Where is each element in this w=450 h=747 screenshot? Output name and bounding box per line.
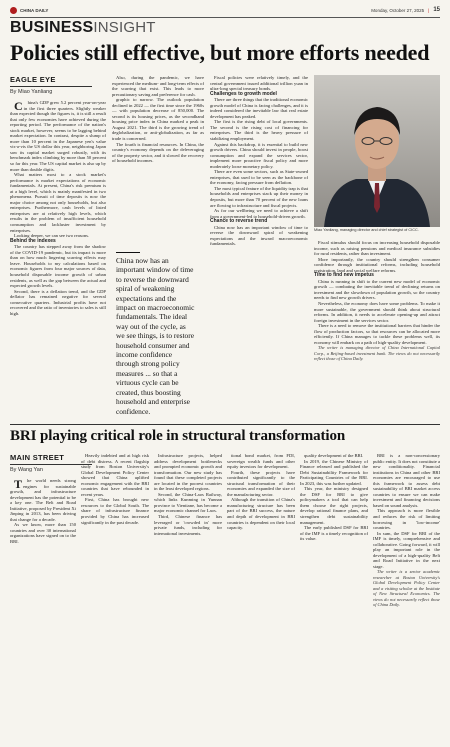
pull-quote-bar bbox=[116, 252, 140, 253]
article1-column-3 bbox=[210, 75, 308, 420]
article2-column-4 bbox=[227, 453, 295, 743]
paragraph bbox=[10, 100, 106, 172]
column-rule bbox=[10, 464, 92, 465]
masthead-right bbox=[371, 7, 440, 13]
paragraph: More importantly, the country should strengthen consumer confidence through institutional reforms, including household registration, land and social welfare reforms. bbox=[314, 256, 440, 273]
paragraph: The first is the rising debt of local governments. The second is the rising cost of financing for enterprises. The third is the heavy pressure of stabilizing employment. bbox=[210, 119, 308, 142]
paragraph: Second, the China-Laos Railway, which links Kunming in Yunnan province to Vientiane, has become a major economic channel for Laos. bbox=[154, 491, 222, 514]
top-rule bbox=[10, 17, 440, 18]
paragraph: In sum, the DSF for BRI of the IMF is timely, comprehensive and collaborative. Going forward, it will play an important role in the development of a high-quality Belt and Road Initiative in the next stage. bbox=[373, 530, 440, 569]
paragraph: Heavily indebted and at high risk of debt distress. A recent flagship study from Boston University's Global Development Policy Center showed that China uplifted economic engagement with the BRI countries that have rebounded in recent years. bbox=[81, 453, 149, 497]
paragraph: Infrastructure projects, helped address development bottlenecks and prompted economic growth and transformation. Our new study has found that these completed projects are located in the poorest countries in the least developed regions. bbox=[154, 453, 222, 492]
paragraph: There are even some sectors, such as State-owned enterprises, that used to be seen as the backbone of the economy, facing pressure from deflation. bbox=[210, 169, 308, 186]
paragraph: Looking deeper, we can see two reasons. bbox=[14, 233, 90, 239]
paragraph: Although the transition of China's manufacturing structure has been part of the BRI success, the nature and depth of development in BRI countries is dependent on their local capacity. bbox=[227, 497, 295, 531]
paragraph: As for our wellbeing we need to achieve a shift from a government-led to household-driven growth. bbox=[210, 208, 308, 219]
paragraph: Fiscal stimulus should focus on increasing household disposable income, such as raising pensions and medical insurance subsidies for rural residents, rather than investment. bbox=[314, 240, 440, 257]
column-name: EAGLE EYE bbox=[10, 75, 56, 84]
page-number: 15 bbox=[433, 7, 440, 13]
author-note: The writer is managing director of China International Capital Corp., a Beijing-based investment bank. The views do not necessarily reflect those of China Daily. bbox=[314, 345, 440, 362]
article2-column-1 bbox=[10, 478, 76, 743]
paragraph: Against this backdrop, it is essential to build new growth drivers. China should invest in people, boost consumption and expand the services sector, implement more proactive fiscal policy and more moderately loose monetary policy. bbox=[210, 141, 308, 169]
section-sub: INSIGHT bbox=[93, 19, 156, 36]
article2-column-6 bbox=[373, 453, 440, 743]
china-daily-logo-icon bbox=[10, 7, 17, 14]
author-name: By Wang Yan bbox=[10, 467, 43, 473]
paragraph: Fourth, these projects have contributed significantly to the structural transformation of their economies and expanded the size of the manufacturing sector. bbox=[227, 469, 295, 497]
photo-caption: Miao Yanliang, managing director and chief strategist of CICC. bbox=[314, 228, 419, 232]
article1-column-4 bbox=[314, 240, 440, 420]
paragraph: There is a need to remove the institutional barriers that hinder the flow of production factors, so that resources can be allocated more efficiently. If China manages to tackle these problems well, its economy will embark on a path of high-quality development. bbox=[314, 323, 440, 345]
paragraph: First, China has brought new resources to the Global South. The share of infrastructure finance provided by China has increased significantly in the past decade. bbox=[81, 497, 149, 525]
article1-column-1 bbox=[10, 100, 106, 420]
paragraph: China now has an important window of time to reverse the downward spiral of weakening expectations and the inward macroeconomic fundamentals. bbox=[210, 224, 308, 247]
masthead-left bbox=[10, 7, 48, 14]
author-name: By Miao Yanliang bbox=[10, 89, 53, 95]
paragraph: This year, the ministry designed the DSF for BRI to give policymakers a tool that can help them choose the right projects, develop rational finance plans, and strengthen debt sustainability management. bbox=[300, 486, 368, 525]
subheading: Challenges to growth model bbox=[210, 90, 277, 97]
pull-quote bbox=[116, 252, 196, 416]
column-name: MAIN STREET bbox=[10, 453, 65, 462]
author-note: The writer is a senior academic researcher at Boston University's Global Development Policy Center and a visiting scholar at the Institute of New Structural Economics. The views do not necessarily reflect those of China Daily. bbox=[373, 569, 440, 607]
issue-date: Monday, October 27, 2025 bbox=[371, 7, 425, 13]
article1-headline: Policies still effective, but more efforts needed bbox=[10, 40, 430, 65]
paragraph: Second, there is a deflation trend, and the GDP deflator has remained negative for several consecutive quarters. Industrial profits have not recovered and the ratio of inventories to sales is still high. bbox=[10, 288, 106, 316]
paragraph: tional bond market, from FDI, sovereign wealth funds and other equity investors for development. bbox=[227, 453, 295, 470]
article2-column-3 bbox=[154, 453, 222, 743]
column-rule bbox=[10, 86, 92, 87]
section-title bbox=[10, 19, 156, 37]
paragraph: This approach is more flexible and reduces the risk of limiting borrowing in 'low-income' countries. bbox=[373, 508, 440, 531]
article1-byline bbox=[10, 75, 92, 95]
paragraph: The early published DSF for BRI of the IMF is a timely recognition of its value. bbox=[300, 525, 368, 542]
paragraph: The fourth is financial resources. In China, the country's economy depends on the deleveraging of the property sector, and it slowed the recovery of household incomes. bbox=[112, 141, 204, 164]
paragraph-text: hina's GDP grew 5.2 percent year-on-year in the first three quarters. Slightly weaker than expected though the figures is, it is still a result that only few economies have achieved during the reporting period. The performance of the nation's stock market, however, seems to be lagging behind market expectation. In contrast, despite a slump of more than 10 percent in the Japanese yen's value vis-a-vis the US dollar this year, neighboring Japan saw its capital market surged robustly, with its benchmark index climbing by more than 50 percent so far this year. The US capital market is also up by more than double digits. bbox=[10, 100, 106, 172]
paragraph: The country has stepped away from the shadow of the COVID-19 pandemic, but its impact is more than on how much lingering scarring effects may leave. Households to my calculations based on economic figures from four major sources of data, household disposable income growth of urban residents, as well as the gap between the actual and expected growth levels. bbox=[10, 244, 106, 289]
article1-column-2 bbox=[112, 75, 204, 247]
paper-name: CHINA DAILY bbox=[20, 7, 49, 13]
paragraph: Fiscal policies were relatively timely, and the central government issued additional trillion yuan in ultra-long special treasury bonds. bbox=[210, 75, 308, 92]
section-name: BUSINESS bbox=[10, 19, 94, 36]
article2-column-2 bbox=[81, 453, 149, 743]
pull-quote-text: China now has an important window of time to reverse the downward spiral of weakening expectations and the impact on macroeconomic fundamentals. The ideal way out of the cycle, as we see things, is to restore household consumer and income confidence through strong policy measures ... so that a virtuous cycle can be created, thus boosting household and enterprise confidence. bbox=[116, 256, 195, 416]
subheading: Chance to reverse trend bbox=[210, 218, 268, 225]
masthead-separator: | bbox=[428, 7, 430, 13]
paragraph: The most typical feature of the liquidity trap is that households and enterprises stack up their money in deposits, but more than 70 percent of the new loans are flowing to infrastructure and fiscal projects. bbox=[210, 185, 308, 208]
drop-cap: T bbox=[14, 478, 23, 491]
paragraph: In 2019, the Chinese Ministry of Finance released and published the Debt Sustainability Framework for Participating Countries of the BRI. In 2023, this was further updated. bbox=[300, 458, 368, 486]
paragraph: BRI is a non-concessionary public entity. It does not constitute a new conditionality. Financial institutions in China and other BRI economies are encouraged to use this framework to assess debt sustainability of BRI market access countries to ensure we can make investment and financing decisions based on sound analysis. bbox=[373, 453, 440, 508]
article2-byline bbox=[10, 453, 92, 473]
subheading: Behind the indexes bbox=[10, 237, 56, 244]
paragraph: China is running in shift to the current new model of economic growth — combating the inevitable trend of declining returns on investment and the slowdown of population growth, so the country needs to find new growth drivers. bbox=[314, 278, 440, 301]
paragraph: graphic to narrow. The outlook population declined in 2022 — the first time since the 1960s — with population decrease of 850,000. The second is its housing prices, as the secondhand housing price index in China marked a peak in August 2021. The third is the growing trend of deglobalization, or anti-globalization, as far as trade is concerned. bbox=[112, 97, 204, 142]
article-divider bbox=[10, 424, 440, 425]
paragraph: What matters most to a stock market's performance is market expectations of economic fundamentals. At present, China's risk premium is at a high level, which is mainly manifested in two phenomena. Pursuit of time deposits is now the major choice among not only households, but also enterprises. Furthermore, cash levels of listed enterprises are at relatively high levels, which results in the problem of insufficient household consumption and lackluster investment by enterprises. bbox=[10, 172, 106, 233]
article2-headline: BRI playing critical role in structural transformation bbox=[10, 428, 346, 444]
drop-cap: C bbox=[14, 100, 23, 113]
paragraph: quality development of the BRI. bbox=[304, 453, 364, 458]
author-photo bbox=[314, 75, 440, 227]
portrait-photo-icon bbox=[314, 75, 440, 227]
masthead-bar bbox=[10, 4, 440, 16]
paragraph-text: he world needs strong engines for sustainable growth, and infrastructure development has the potential to be a key one. The Belt and Road Initiative, proposed by President Xi Jinping in 2013, has been driving that change for a decade. bbox=[10, 478, 76, 522]
paragraph bbox=[10, 478, 76, 522]
paragraph: Also, during the pandemic, we have experienced the medium- and long-term effects of the scarring that exist. This leads to more precautionary saving and preference for cash. bbox=[112, 75, 204, 97]
article2-column-5 bbox=[300, 453, 368, 743]
paragraph: Nevertheless, the economy does have some problems. To make it more sustainable, the government should think about structural reforms. In addition, it needs to accelerate opening-up and attract foreign investment in the services sector. bbox=[314, 301, 440, 323]
paragraph: There are three things that the traditional economic growth model of China is facing challenges, and it is indeed considered the inevitable law that real estate development has peaked. bbox=[210, 97, 308, 119]
subheading: Time to find new impetus bbox=[314, 272, 374, 279]
paragraph: Third, Chinese finance has leveraged or 'crowded in' more private funds, including for international investments. bbox=[154, 514, 222, 536]
paragraph: As we know, more than 150 countries and over 30 international organizations have signed on to the BRI. bbox=[10, 522, 76, 545]
